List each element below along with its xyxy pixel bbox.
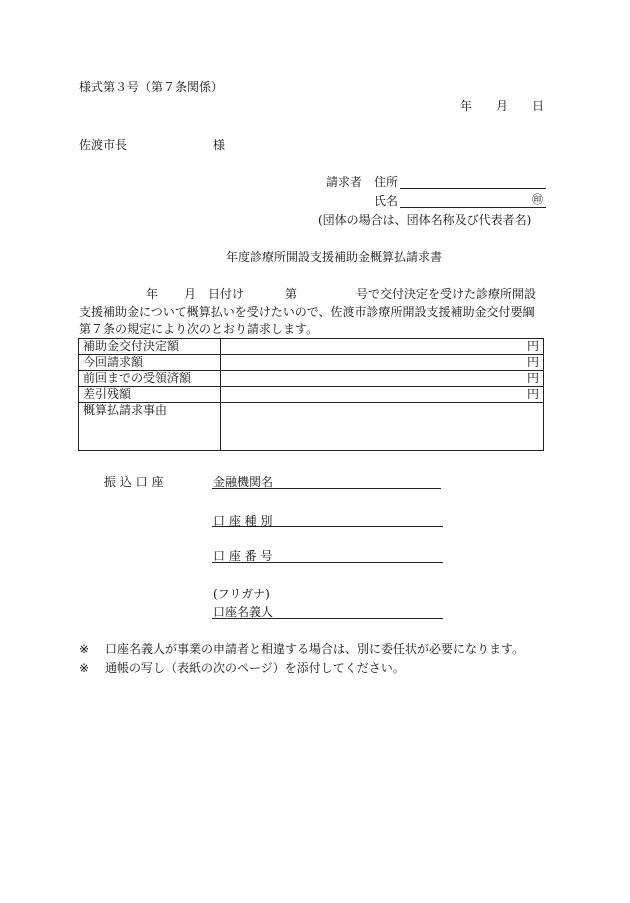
account-number-field[interactable] bbox=[212, 562, 443, 563]
body-date: 日付け bbox=[208, 287, 245, 301]
claimant-name-field[interactable] bbox=[400, 207, 546, 208]
account-type-label: 口 座 種 別 bbox=[213, 514, 273, 528]
table-row bbox=[79, 403, 544, 451]
row-label: 補助金交付決定額 bbox=[79, 339, 221, 355]
row-value[interactable]: 円 bbox=[221, 371, 544, 387]
note-mark: ※ bbox=[79, 642, 90, 656]
row-label: 今回請求額 bbox=[79, 355, 221, 371]
document-title: 年度診療所開設支援補助金概算払請求書 bbox=[226, 250, 443, 264]
seal-mark: ㊞ bbox=[532, 193, 543, 206]
note-text: 口座名義人が事業の申請者と相違する場合は、別に委任状が必要になります。 bbox=[105, 642, 525, 656]
table-row bbox=[79, 371, 544, 387]
table-row bbox=[79, 387, 544, 403]
body-number-prefix: 第 bbox=[285, 287, 298, 301]
form-number: 様式第３号（第７条関係） bbox=[79, 80, 224, 94]
row-label: 概算払請求事由 bbox=[79, 403, 221, 451]
institution-label: 金融機関名 bbox=[213, 475, 274, 489]
date-line: 年 月 日 bbox=[460, 99, 545, 113]
row-value[interactable]: 円 bbox=[221, 339, 544, 355]
account-holder-field[interactable] bbox=[212, 618, 443, 619]
account-number-label: 口 座 番 号 bbox=[213, 549, 273, 563]
body-month: 月 bbox=[184, 287, 197, 301]
note-text: 通帳の写し（表紙の次のページ）を添付してください。 bbox=[105, 661, 405, 675]
row-label: 前回までの受領済額 bbox=[79, 371, 221, 387]
addressee-honorific: 様 bbox=[213, 138, 226, 152]
note-mark: ※ bbox=[79, 661, 90, 675]
claimant-role-label: 請求者 bbox=[326, 175, 363, 189]
table-row bbox=[79, 339, 544, 355]
body-line3: 第７条の規定により次のとおり請求します。 bbox=[79, 322, 319, 336]
table-row bbox=[79, 355, 544, 371]
row-value[interactable]: 円 bbox=[221, 355, 544, 371]
account-type-field[interactable] bbox=[212, 526, 443, 527]
body-line1-rest: 号で交付決定を受けた診療所開設 bbox=[356, 287, 537, 301]
claimant-note: (団体の場合は、団体名称及び代表者名) bbox=[318, 213, 532, 227]
amounts-table bbox=[78, 338, 544, 451]
claimant-address-field[interactable] bbox=[400, 188, 546, 189]
row-value[interactable] bbox=[221, 403, 544, 451]
claimant-address-label: 住所 bbox=[374, 175, 399, 189]
furigana-label: (フリガナ) bbox=[213, 587, 270, 601]
body-year: 年 bbox=[146, 287, 159, 301]
bank-account-heading: 振 込 口 座 bbox=[104, 475, 164, 489]
institution-field[interactable] bbox=[212, 488, 441, 489]
account-holder-label: 口座名義人 bbox=[213, 605, 274, 619]
row-value[interactable]: 円 bbox=[221, 387, 544, 403]
addressee-title: 佐渡市長 bbox=[79, 138, 128, 152]
claimant-name-label: 氏名 bbox=[374, 194, 399, 208]
row-label: 差引残額 bbox=[79, 387, 221, 403]
body-line2: 支援補助金について概算払いを受けたいので、佐渡市診療所開設支援補助金交付要綱 bbox=[79, 305, 535, 319]
